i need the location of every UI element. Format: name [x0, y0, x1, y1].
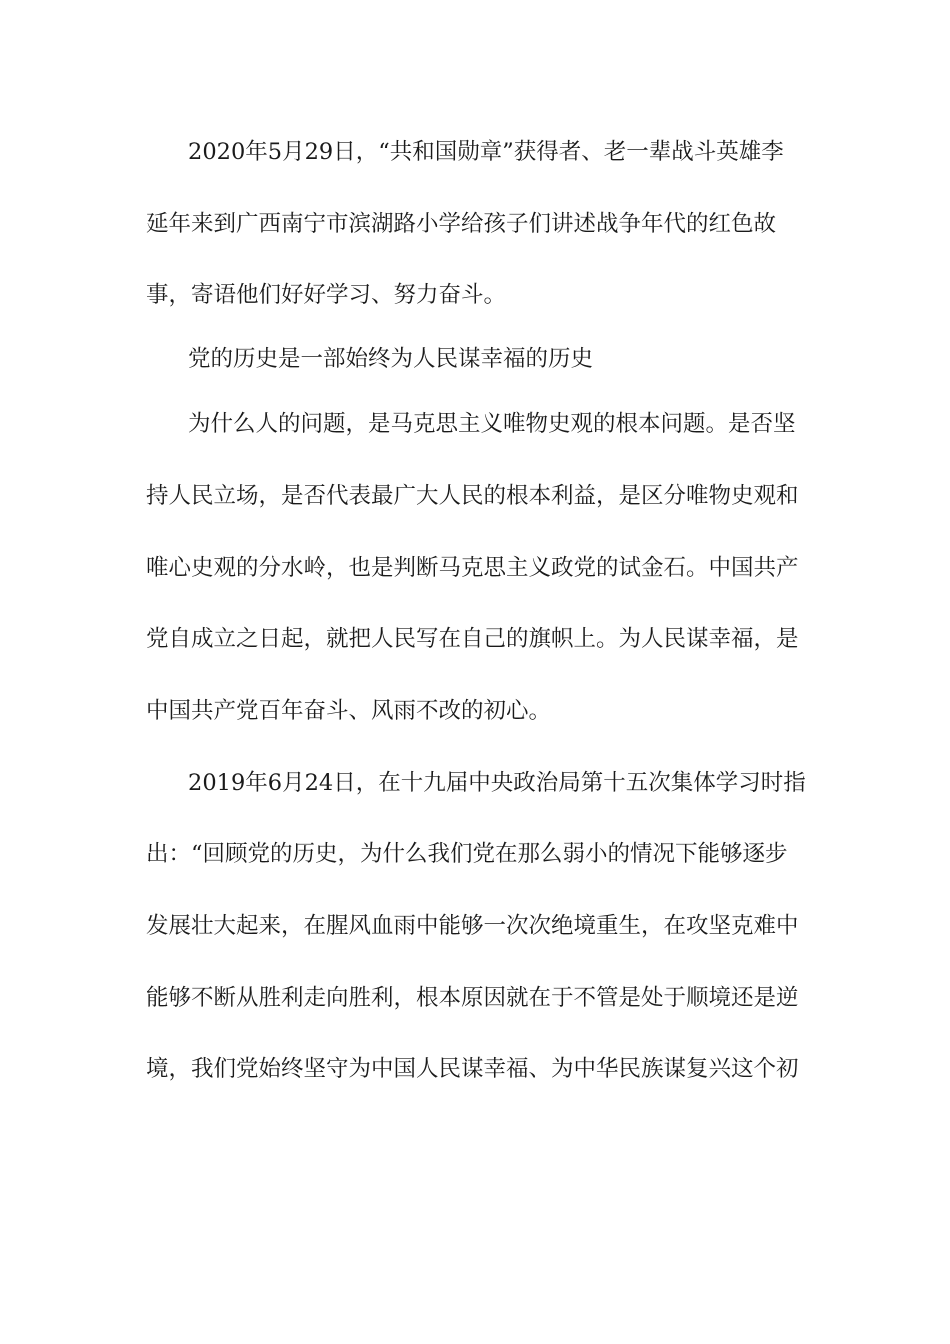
paragraph-line: 能够不断从胜利走向胜利，根本原因就在于不管是处于顺境还是逆: [146, 985, 799, 1011]
paragraph-line: 唯心史观的分水岭，也是判断马克思主义政党的试金石。中国共产: [146, 555, 799, 581]
paragraph-line: 境，我们党始终坚守为中国人民谋幸福、为中华民族谋复兴这个初: [146, 1056, 799, 1082]
paragraph-line: 出：“回顾党的历史，为什么我们党在那么弱小的情况下能够逐步: [146, 841, 788, 867]
paragraph-line: 发展壮大起来，在腥风血雨中能够一次次绝境重生，在攻坚克难中: [146, 913, 799, 939]
paragraph-line: 2019年6月24日，在十九届中央政治局第十五次集体学习时指: [188, 770, 806, 796]
paragraph-line: 党自成立之日起，就把人民写在自己的旗帜上。为人民谋幸福，是: [146, 626, 799, 652]
section-heading: 党的历史是一部始终为人民谋幸福的历史: [188, 346, 594, 372]
paragraph-line: 延年来到广西南宁市滨湖路小学给孩子们讲述战争年代的红色故: [146, 211, 777, 237]
paragraph-line: 事，寄语他们好好学习、努力奋斗。: [146, 282, 507, 308]
paragraph-line: 持人民立场，是否代表最广大人民的根本利益，是区分唯物史观和: [146, 483, 799, 509]
paragraph-line: 中国共产党百年奋斗、风雨不改的初心。: [146, 698, 552, 724]
paragraph-line: 为什么人的问题，是马克思主义唯物史观的根本问题。是否坚: [188, 411, 796, 437]
paragraph-line: 2020年5月29日，“共和国勋章”获得者、老一辈战斗英雄李: [188, 139, 784, 165]
